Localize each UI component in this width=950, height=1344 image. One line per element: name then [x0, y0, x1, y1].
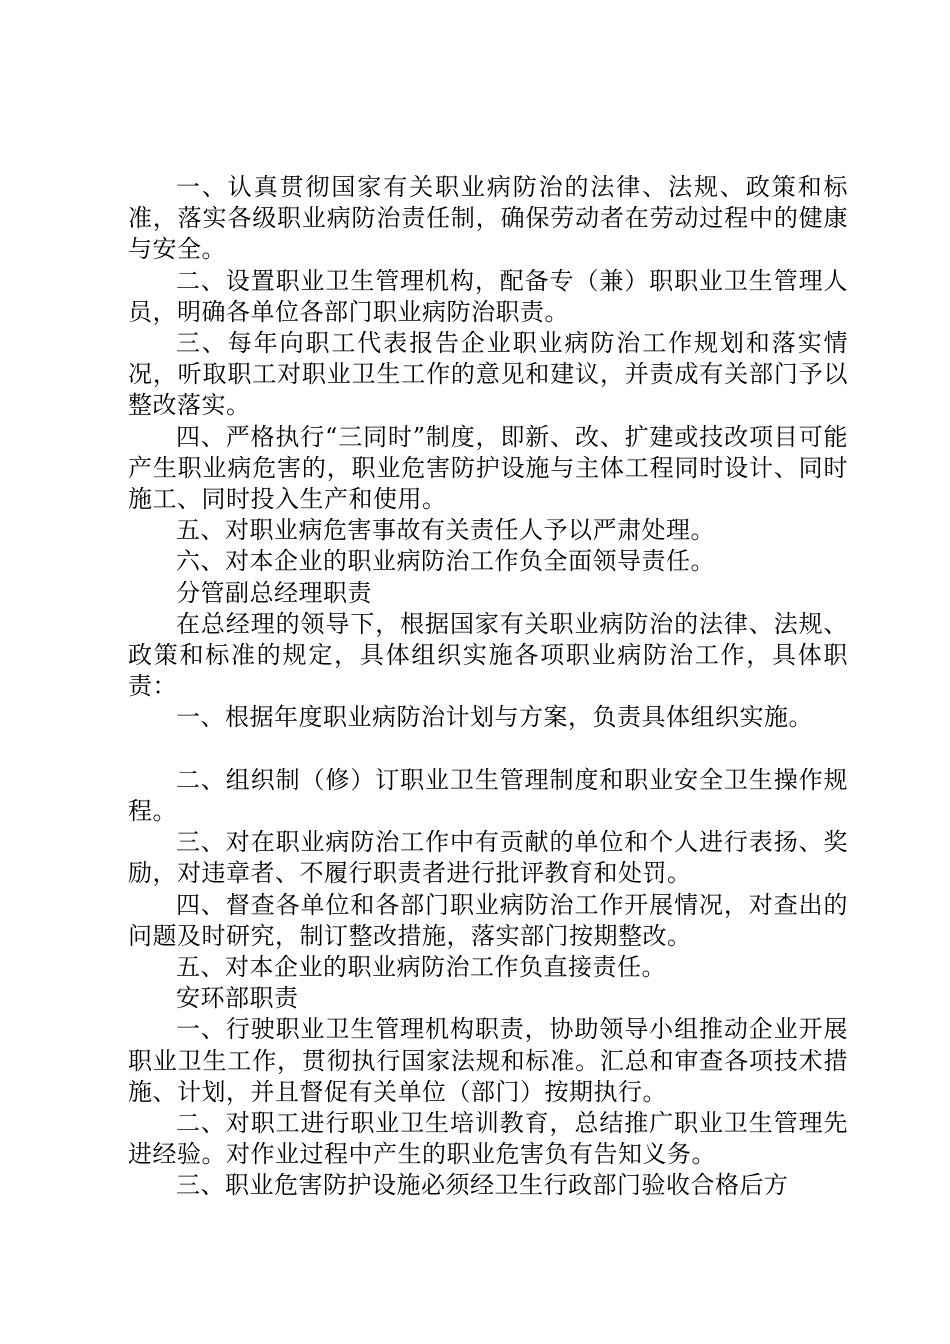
- deputy-item-5: 五、对本企业的职业病防治工作负直接责任。: [176, 953, 666, 982]
- document-body: [128, 172, 848, 1202]
- section-intro-deputy-gm: 在总经理的领导下，根据国家有关职业病防治的法律、法规、政策和标准的规定，具体组织实施各项职业病防治工作，具体职责：: [128, 609, 848, 701]
- deputy-item-2: 二、组织制（修）订职业卫生管理制度和职业安全卫生操作规程。: [128, 765, 848, 826]
- deputy-item-3: 三、对在职业病防治工作中有贡献的单位和个人进行表扬、奖励，对违章者、不履行职责者进行批评教育和处罚。: [128, 828, 848, 888]
- blank-line: [128, 734, 848, 765]
- safety-item-3: 三、职业危害防护设施必须经卫生行政部门验收合格后方: [176, 1171, 789, 1200]
- paragraph-5: 五、对职业病危害事故有关责任人予以严肃处理。: [176, 516, 715, 545]
- paragraph-4: 四、严格执行“三同时”制度，即新、改、扩建或技改项目可能产生职业病危害的，职业危害防护设施与主体工程同时设计、同时施工、同时投入生产和使用。: [128, 422, 848, 514]
- safety-item-2: 二、对职工进行职业卫生培训教育，总结推广职业卫生管理先进经验。对作业过程中产生的职业危害负有告知义务。: [128, 1109, 848, 1169]
- safety-item-1: 一、行驶职业卫生管理机构职责，协助领导小组推动企业开展职业卫生工作，贯彻执行国家法规和标准。汇总和审查各项技术措施、计划，并且督促有关单位（部门）按期执行。: [128, 1015, 848, 1106]
- section-title-deputy-gm: 分管副总经理职责: [176, 578, 372, 607]
- deputy-item-4: 四、督查各单位和各部门职业病防治工作开展情况，对查出的问题及时研究，制订整改措施，落实部门按期整改。: [128, 890, 848, 950]
- paragraph-6: 六、对本企业的职业病防治工作负全面领导责任。: [176, 547, 715, 576]
- paragraph-2: 二、设置职业卫生管理机构，配备专（兼）职职业卫生管理人员，明确各单位各部门职业病防治职责。: [128, 266, 848, 326]
- paragraph-3: 三、每年向职工代表报告企业职业病防治工作规划和落实情况，听取职工对职业卫生工作的意见和建议，并责成有关部门予以整改落实。: [128, 329, 848, 420]
- deputy-item-1: 一、根据年度职业病防治计划与方案，负责具体组织实施。: [176, 703, 813, 732]
- section-title-safety-env: 安环部职责: [176, 984, 299, 1013]
- paragraph-1: 一、认真贯彻国家有关职业病防治的法律、法规、政策和标准，落实各级职业病防治责任制，确保劳动者在劳动过程中的健康与安全。: [128, 173, 848, 264]
